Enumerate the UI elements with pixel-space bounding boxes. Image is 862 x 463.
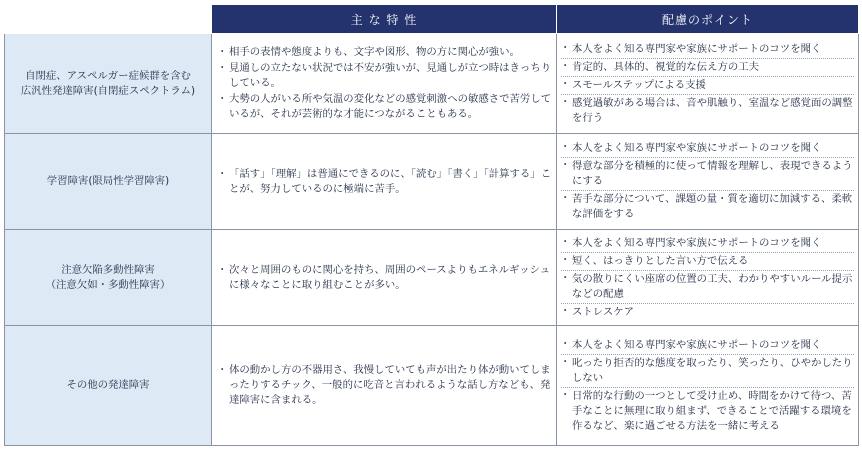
point-item: ・ 肯定的、具体的、視覚的な伝え方の工夫 <box>561 59 854 77</box>
point-item: ・ 苦手な部分について、課題の量・質を適切に加減する、柔軟な評価をする <box>561 191 854 223</box>
feature-item: ・ 「話す」「理解」は普通にできるのに、「読む」「書く」「計算する」ことが、努力しているのに極端に苦手。 <box>218 167 552 197</box>
points-cell <box>557 326 859 446</box>
features-cell <box>212 34 557 134</box>
table-row <box>5 134 859 230</box>
point-item: ・ 感覚過敏がある場合は、音や肌触り、室温など感覚面の調整を行う <box>561 95 854 127</box>
point-item: ・ 本人をよく知る専門家や家族にサポートのコツを聞く <box>561 235 854 253</box>
feature-item: ・ 次々と周囲のものに関心を持ち、周囲のペースよりもエネルギッシュに様々なことに取り組むことが多い。 <box>218 263 552 293</box>
point-item: ・ 本人をよく知る専門家や家族にサポートのコツを聞く <box>561 41 854 59</box>
disorder-name-line: 学習障害(限局性学習障害) <box>46 175 170 187</box>
features-cell <box>212 230 557 326</box>
points-cell <box>557 34 859 134</box>
header-features: 主 な 特 性 <box>212 5 557 34</box>
disorder-name-line: （注意欠如・多動性障害） <box>45 278 171 291</box>
point-item: ・ 気の散りにくい座席の位置の工夫、わかりやすいルール提示などの配慮 <box>561 271 854 304</box>
table-row <box>5 230 859 326</box>
header-blank-cell <box>5 5 212 34</box>
disorder-name-cell <box>5 230 212 326</box>
feature-item: ・ 大勢の人がいる所や気温の変化などの感覚刺激への敏感さで苦労しているが、それが芸術的な才能につながることもある。 <box>218 92 552 122</box>
point-item: ・ ストレスケア <box>561 304 854 321</box>
point-item: ・ 本人をよく知る専門家や家族にサポートのコツを聞く <box>561 337 854 355</box>
point-item: ・ 叱ったり拒否的な態度を取ったり、笑ったり、ひやかしたりしない <box>561 355 854 388</box>
table-row <box>5 34 859 134</box>
point-item: ・ 日常的な行動の一つとして受け止め、時間をかけて待つ、苦手なことに無理に取り組まず、できることで活躍する環境を作るなど、楽に過ごせる方法を一緒に考える <box>561 388 854 435</box>
feature-item: ・ 体の動かし方の不器用さ、我慢していても声が出たり体が動いてしまったりするチック、一般的に吃音と言われるような話し方なども、発達障害に含まれる。 <box>218 363 552 408</box>
disorder-name-line: 自閉症、アスペルガー症候群を含む <box>25 69 191 82</box>
characteristics-table <box>4 4 859 446</box>
points-cell <box>557 230 859 326</box>
disorder-name-line: 広汎性発達障害(自閉症スペクトラム) <box>20 84 196 97</box>
table-row <box>5 326 859 446</box>
header-row <box>5 5 859 34</box>
points-cell <box>557 134 859 230</box>
disorder-name-cell <box>5 326 212 446</box>
point-item: ・ 本人をよく知る専門家や家族にサポートのコツを聞く <box>561 140 854 158</box>
disorder-name-cell <box>5 34 212 134</box>
features-cell <box>212 134 557 230</box>
point-item: ・ 短く、はっきりとした言い方で伝える <box>561 253 854 271</box>
features-cell <box>212 326 557 446</box>
header-points: 配慮のポイント <box>557 5 859 34</box>
feature-item: ・ 相手の表情や態度よりも、文字や図形、物の方に関心が強い。 <box>218 45 552 60</box>
point-item: ・ スモールステップによる支援 <box>561 77 854 95</box>
feature-item: ・ 見通しの立たない状況では不安が強いが、見通しが立つ時はきっちりしている。 <box>218 61 552 91</box>
disorder-name-line: その他の発達障害 <box>66 379 150 391</box>
point-item: ・ 得意な部分を積極的に使って情報を理解し、表現できるようにする <box>561 158 854 191</box>
disorder-name-line: 注意欠陥多動性障害 <box>61 263 155 276</box>
disorder-name-cell <box>5 134 212 230</box>
